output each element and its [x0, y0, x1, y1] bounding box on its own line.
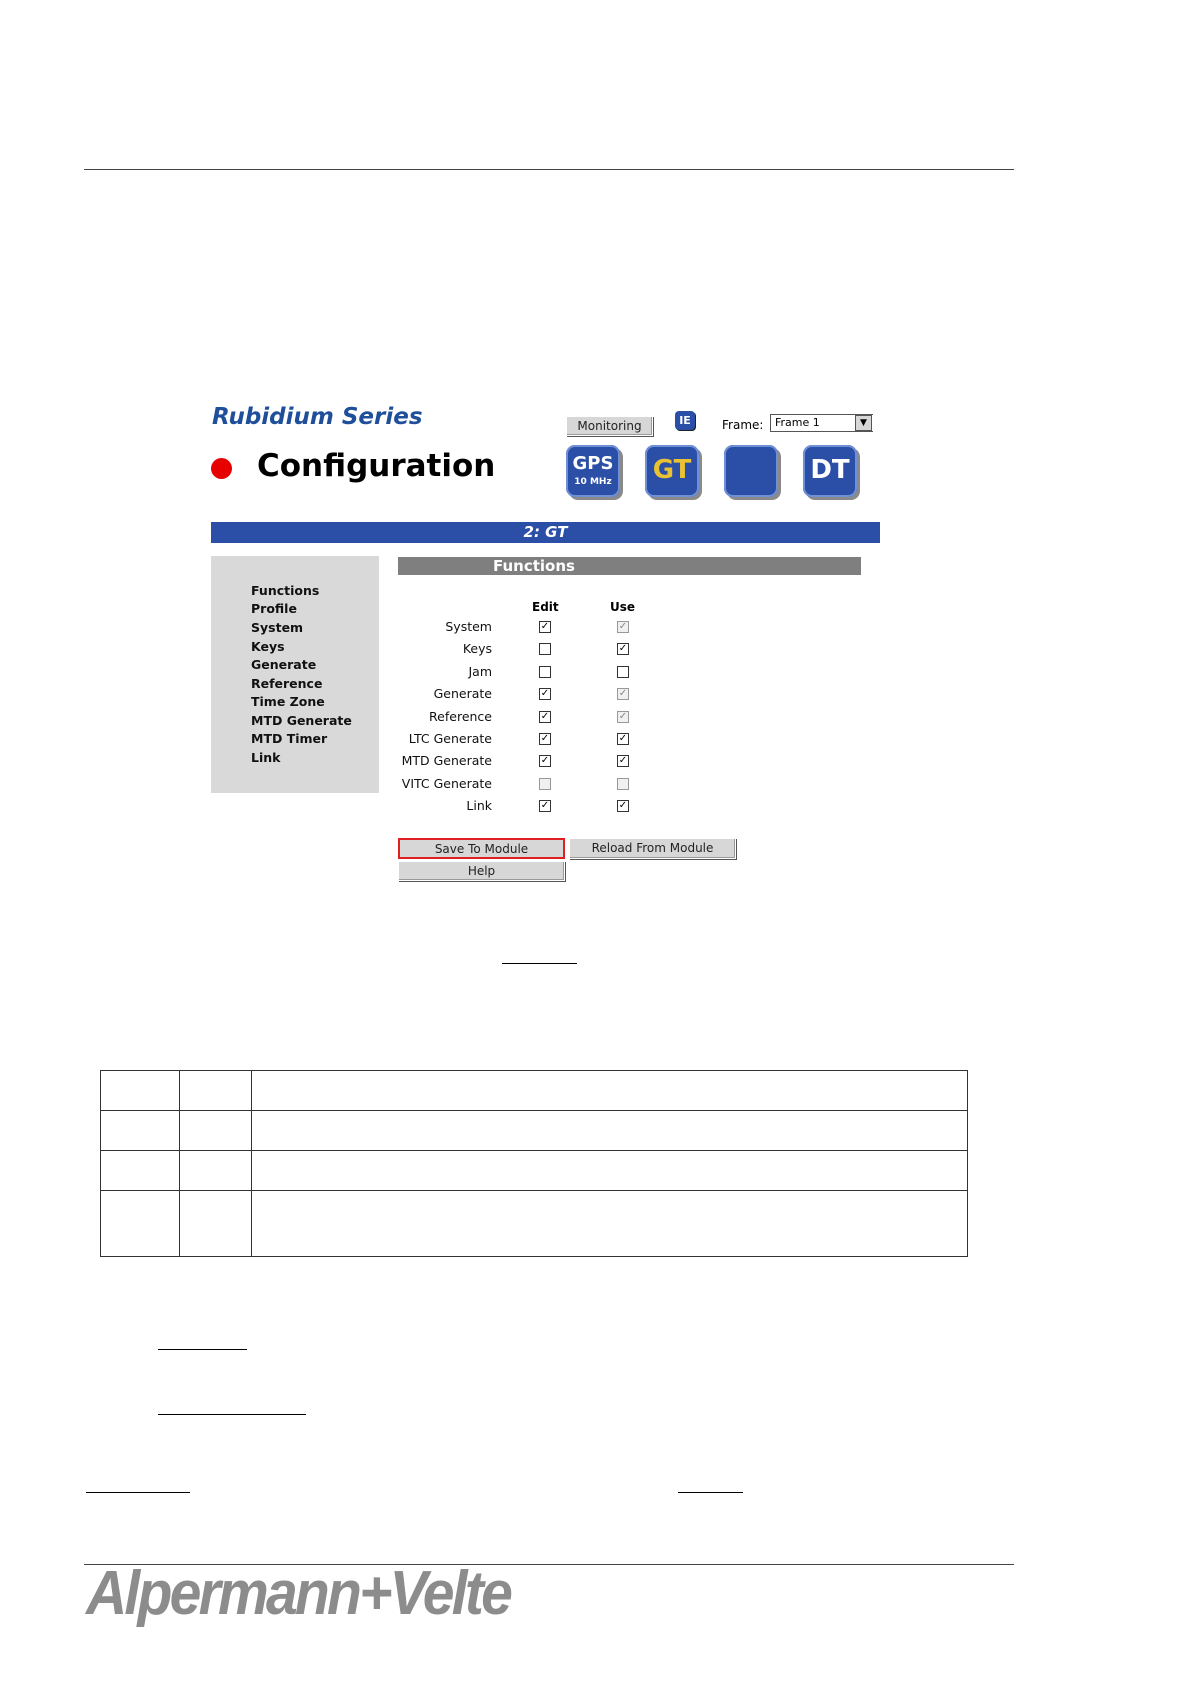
function-label: Link: [466, 798, 492, 814]
frame-label: Frame:: [722, 418, 764, 432]
footer-underline-right: [678, 1492, 743, 1493]
module-gt-label: GT: [652, 455, 692, 485]
edit-checkbox[interactable]: [539, 666, 551, 678]
sidebar-item-reference[interactable]: Reference: [251, 676, 323, 691]
table-row: [101, 1191, 968, 1257]
table-row: [101, 1111, 968, 1151]
sidebar-item-keys[interactable]: Keys: [251, 639, 285, 654]
frame-select[interactable]: Frame 1: [770, 414, 873, 432]
company-logo: Alpermann+Velte: [86, 1559, 511, 1628]
monitoring-button[interactable]: Monitoring: [566, 416, 653, 436]
module-title-bar: 2: GT: [211, 522, 880, 543]
edit-checkbox[interactable]: ✓: [540, 733, 550, 744]
reload-from-module-button[interactable]: Reload From Module: [569, 838, 736, 859]
table-row: [101, 1151, 968, 1191]
save-to-module-button[interactable]: Save To Module: [398, 838, 565, 859]
use-checkbox[interactable]: ✓: [618, 643, 628, 655]
sidebar-item-link[interactable]: Link: [251, 750, 281, 765]
sidebar-item-profile[interactable]: Profile: [251, 601, 297, 616]
function-label: MTD Generate: [401, 753, 492, 769]
function-label: Jam: [468, 663, 492, 679]
module-gps-sub: 10 MHz: [574, 477, 612, 487]
module-dt-button[interactable]: [803, 445, 857, 497]
function-label: Reference: [429, 708, 492, 724]
edit-checkbox[interactable]: ✓: [540, 710, 550, 722]
edit-checkbox[interactable]: ✓: [540, 755, 550, 767]
edit-checkbox[interactable]: [539, 643, 551, 655]
use-checkbox[interactable]: ✓: [618, 621, 628, 632]
sidebar-item-generate[interactable]: Generate: [251, 657, 317, 672]
use-checkbox[interactable]: ✓: [618, 755, 628, 767]
edit-checkbox[interactable]: ✓: [540, 621, 550, 632]
functions-header: Functions: [398, 557, 861, 575]
table-row: [101, 1071, 968, 1111]
module-empty-button[interactable]: [724, 445, 778, 497]
function-label: Generate: [433, 686, 492, 702]
status-indicator-icon: [211, 458, 232, 479]
edit-checkbox[interactable]: ✓: [540, 800, 550, 812]
document-table: [100, 1070, 968, 1257]
help-button[interactable]: Help: [398, 861, 565, 881]
page-title: Configuration: [257, 448, 496, 484]
text-underline-1: [158, 1349, 247, 1350]
use-checkbox[interactable]: ✓: [618, 800, 628, 812]
edit-column-header: Edit: [532, 600, 559, 614]
edit-checkbox[interactable]: [539, 778, 551, 790]
module-gps-button[interactable]: [566, 445, 620, 497]
function-label: VITC Generate: [401, 775, 492, 791]
use-checkbox[interactable]: [617, 666, 629, 678]
ie-icon[interactable]: IE: [675, 411, 695, 430]
caption-underline: [502, 963, 577, 964]
module-gt-button[interactable]: [645, 445, 699, 497]
sidebar-item-mtd-generate[interactable]: MTD Generate: [251, 713, 352, 728]
function-label: LTC Generate: [408, 731, 492, 746]
module-dt-label: DT: [810, 455, 850, 485]
chevron-down-icon[interactable]: ▼: [855, 415, 872, 431]
sidebar: [211, 556, 379, 793]
use-checkbox[interactable]: ✓: [618, 733, 628, 744]
use-checkbox[interactable]: [617, 778, 629, 790]
text-underline-2: [158, 1414, 306, 1415]
sidebar-item-system[interactable]: System: [251, 620, 304, 635]
use-checkbox[interactable]: ✓: [618, 710, 628, 722]
series-title: Rubidium Series: [212, 404, 423, 430]
sidebar-item-mtd-timer[interactable]: MTD Timer: [251, 731, 328, 746]
module-gps-label: GPS: [572, 453, 614, 474]
sidebar-item-functions[interactable]: Functions: [251, 583, 320, 598]
function-label: Keys: [462, 641, 492, 657]
top-rule: [84, 169, 1014, 170]
edit-checkbox[interactable]: ✓: [540, 688, 550, 700]
sidebar-item-time-zone[interactable]: Time Zone: [251, 694, 325, 709]
use-column-header: Use: [610, 600, 636, 614]
footer-underline-left: [86, 1492, 190, 1493]
use-checkbox[interactable]: ✓: [618, 688, 628, 700]
function-label: System: [445, 619, 492, 634]
